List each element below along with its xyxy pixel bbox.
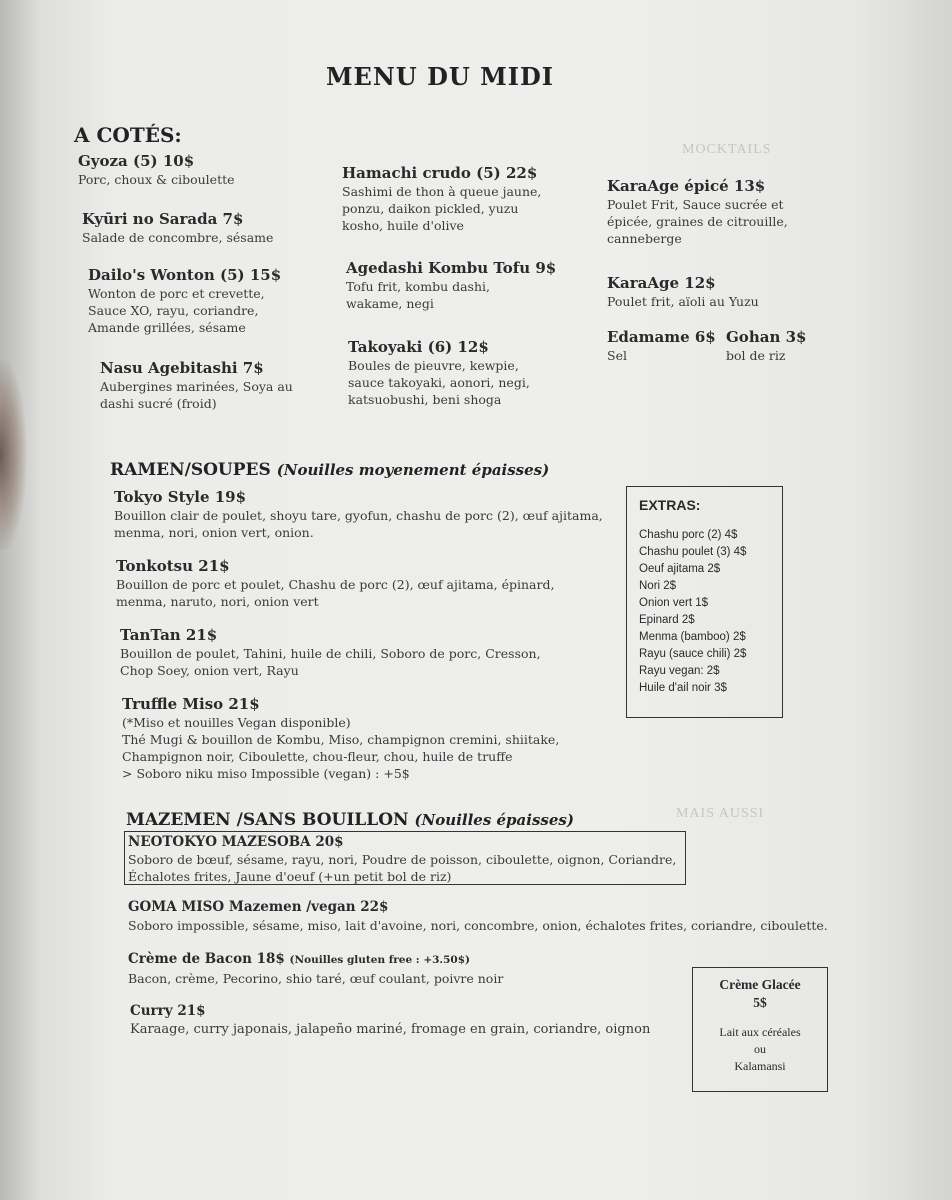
item-name: NEOTOKYO MAZESOBA 20$ xyxy=(128,834,344,850)
item-desc: Bouillon de porc et poulet, Chashu de porc (2), œuf ajitama, épinard, menma, naruto, nori, onion vert xyxy=(116,577,555,609)
extras-item: Nori 2$ xyxy=(639,580,677,592)
item-desc: Porc, choux & ciboulette xyxy=(78,172,235,187)
extras-item: Chashu poulet (3) 4$ xyxy=(639,546,747,558)
item-name xyxy=(128,950,503,970)
item-name: Agedashi Kombu Tofu 9$ xyxy=(346,259,557,277)
item-gyoza xyxy=(78,152,235,188)
dessert-box xyxy=(692,967,828,1092)
item-edamame xyxy=(607,328,716,364)
item-name: Hamachi crudo (5) 22$ xyxy=(342,164,538,182)
extras-item: Menma (bamboo) 2$ xyxy=(639,631,746,643)
extras-item: Epinard 2$ xyxy=(639,614,695,626)
item-name: GOMA MISO Mazemen /vegan 22$ xyxy=(128,899,389,915)
item-desc: Bouillon de poulet, Tahini, huile de chili, Soboro de porc, Cresson, Chop Soey, onion vert, Rayu xyxy=(120,646,541,678)
item-desc: Bouillon clair de poulet, shoyu tare, gyofun, chashu de porc (2), œuf ajitama, menma, nori, onion vert, onion. xyxy=(114,508,603,540)
item-name: Edamame 6$ xyxy=(607,328,716,346)
extras-item: Rayu vegan: 2$ xyxy=(639,665,720,677)
extras-item: Onion vert 1$ xyxy=(639,597,709,609)
item-tantan xyxy=(120,626,541,679)
section-ramen-heading xyxy=(110,460,549,480)
item-desc: Poulet Frit, Sauce sucrée et épicée, graines de citrouille, canneberge xyxy=(607,197,788,246)
item-name: Dailo's Wonton (5) 15$ xyxy=(88,266,282,284)
item-wonton xyxy=(88,266,281,336)
item-karaage xyxy=(607,274,759,310)
dessert-line2: ou xyxy=(754,1042,766,1056)
section-mazemen-title: MAZEMEN /SANS BOUILLON xyxy=(126,810,409,830)
item-name: Kyūri no Sarada 7$ xyxy=(82,210,244,228)
section-ramen-title: RAMEN/SOUPES xyxy=(110,460,271,480)
item-name: Truffle Miso 21$ xyxy=(122,695,260,713)
item-neotokyo xyxy=(128,834,676,885)
item-desc: Salade de concombre, sésame xyxy=(82,230,274,245)
item-name: Gyoza (5) 10$ xyxy=(78,152,195,170)
item-name: KaraAge 12$ xyxy=(607,274,716,292)
item-truffle-miso xyxy=(122,695,559,782)
page-title: MENU DU MIDI xyxy=(325,62,554,91)
dessert-line3: Kalamansi xyxy=(734,1059,786,1073)
item-desc: Aubergines marinées, Soya au dashi sucré (froid) xyxy=(100,379,293,411)
item-gohan xyxy=(726,328,806,364)
item-name: Gohan 3$ xyxy=(726,328,807,346)
finger-shadow xyxy=(0,360,26,550)
item-curry xyxy=(130,1002,650,1038)
item-name: Tokyo Style 19$ xyxy=(114,488,247,506)
item-desc: Soboro impossible, sésame, miso, lait d'avoine, nori, concombre, onion, échalotes frites, coriandre, ciboulette. xyxy=(128,918,828,933)
item-desc: bol de riz xyxy=(726,348,786,363)
extras-list xyxy=(639,527,782,697)
item-name: Curry 21$ xyxy=(130,1003,206,1019)
item-tonkotsu xyxy=(116,557,554,610)
item-extra: > Soboro niku miso Impossible (vegan) : +5$ xyxy=(122,766,410,781)
item-name: Nasu Agebitashi 7$ xyxy=(100,359,264,377)
item-agedashi xyxy=(346,259,556,312)
item-sub: (*Miso et nouilles Vegan disponible) xyxy=(122,715,351,730)
item-name: Tonkotsu 21$ xyxy=(116,557,230,575)
item-desc: Wonton de porc et crevette, Sauce XO, rayu, coriandre, Amande grillées, sésame xyxy=(88,286,265,335)
item-name-text: Crème de Bacon 18$ xyxy=(128,951,285,967)
item-kyuri xyxy=(82,210,273,246)
item-name-note: (Nouilles gluten free : +3.50$) xyxy=(289,954,470,966)
extras-item: Oeuf ajitama 2$ xyxy=(639,563,721,575)
extras-item: Chashu porc (2) 4$ xyxy=(639,529,738,541)
item-hamachi xyxy=(342,164,541,234)
item-nasu xyxy=(100,359,293,412)
backside-mais-aussi: MAIS AUSSI xyxy=(676,806,765,821)
extras-box xyxy=(626,486,783,718)
item-desc: Sashimi de thon à queue jaune, ponzu, daikon pickled, yuzu kosho, huile d'olive xyxy=(342,184,542,233)
item-desc: Poulet frit, aïoli au Yuzu xyxy=(607,294,759,309)
dessert-price: 5$ xyxy=(753,995,767,1010)
extras-item: Rayu (sauce chili) 2$ xyxy=(639,648,747,660)
item-name: Takoyaki (6) 12$ xyxy=(348,338,489,356)
item-name: TanTan 21$ xyxy=(120,626,218,644)
section-cotes-heading: A COTÉS: xyxy=(74,123,182,147)
item-desc: Tofu frit, kombu dashi, wakame, negi xyxy=(346,279,490,311)
item-desc: Soboro de bœuf, sésame, rayu, nori, Poudre de poisson, ciboulette, oignon, Coriandre, Échalotes frites, Jaune d'oeuf (+un petit bol de riz) xyxy=(128,852,677,884)
item-tokyo-style xyxy=(114,488,603,541)
item-name: KaraAge épicé 13$ xyxy=(607,177,766,195)
section-mazemen-heading xyxy=(126,810,574,830)
item-goma-miso xyxy=(128,898,828,934)
dessert-line1: Lait aux céréales xyxy=(719,1025,801,1039)
item-desc: Karaage, curry japonais, jalapeño mariné, fromage en grain, coriandre, oignon xyxy=(130,1022,651,1037)
extras-item: Huile d'ail noir 3$ xyxy=(639,682,727,694)
item-desc: Bacon, crème, Pecorino, shio taré, œuf coulant, poivre noir xyxy=(128,971,504,986)
item-desc: Boules de pieuvre, kewpie, sauce takoyaki, aonori, negi, katsuobushi, beni shoga xyxy=(348,358,530,407)
item-takoyaki xyxy=(348,338,530,408)
item-desc: Sel xyxy=(607,348,627,363)
item-desc: Thé Mugi & bouillon de Kombu, Miso, champignon cremini, shiitake, Champignon noir, Ciboulette, chou-fleur, chou, huile de truffe xyxy=(122,732,560,764)
backside-mocktails: MOCKTAILS xyxy=(682,142,772,157)
item-karaage-epice xyxy=(607,177,788,247)
extras-title: EXTRAS: xyxy=(639,497,701,513)
section-mazemen-note: (Nouilles épaisses) xyxy=(414,811,574,829)
dessert-name: Crème Glacée xyxy=(719,977,801,992)
item-creme-bacon xyxy=(128,950,503,987)
section-ramen-note: (Nouilles moyenement épaisses) xyxy=(276,461,550,479)
